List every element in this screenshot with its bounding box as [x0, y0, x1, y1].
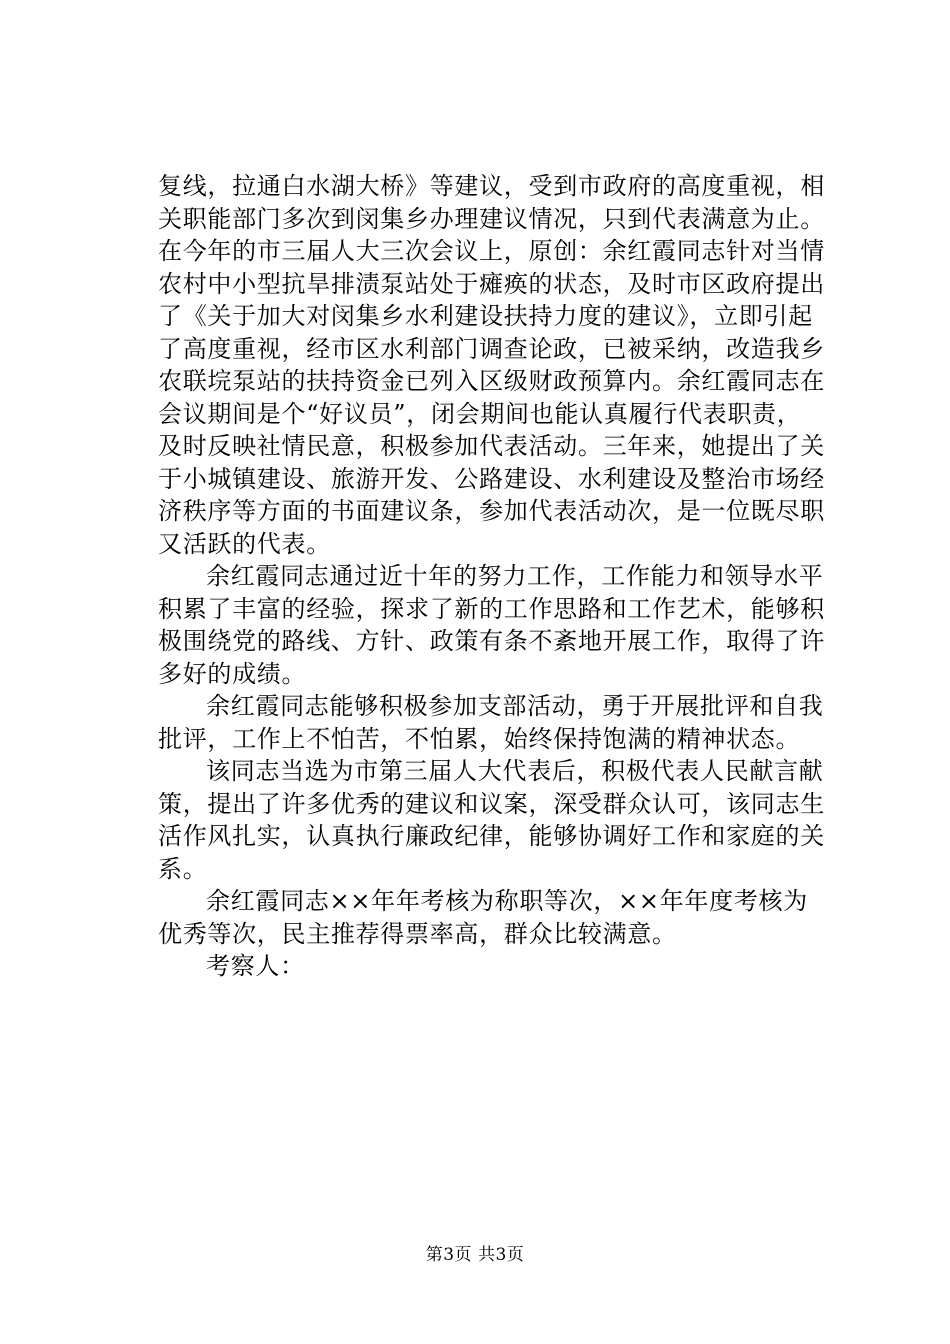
- signature-label: 考察人：: [206, 952, 305, 980]
- text-line: 又活跃的代表。: [158, 529, 331, 558]
- text-line: 优秀等次，民主推荐得票率高，群众比较满意。: [158, 919, 677, 948]
- paragraph-start-line: 余红霞同志××年年考核为称职等次，××年年度考核为: [206, 887, 808, 915]
- text-line: 农联垸泵站的扶持资金已列入区级财政预算内。余红霞同志在: [158, 367, 825, 395]
- page-number-footer: 第3页 共3页: [425, 1245, 525, 1265]
- text-line: 了高度重视，经市区水利部门调查论政，已被采纳，改造我乡: [158, 334, 825, 363]
- paragraph-start-line: 该同志当选为市第三届人大代表后，积极代表人民献言献: [206, 757, 824, 785]
- text-line: 会议期间是个“好议员”，闭会期间也能认真履行代表职责，: [158, 399, 802, 428]
- text-line: 极围绕党的路线、方针、政策有条不紊地开展工作，取得了许: [158, 627, 825, 655]
- text-line: 复线，拉通白水湖大桥》等建议，受到市政府的高度重视，相: [158, 172, 825, 200]
- text-line: 农村中小型抗旱排渍泵站处于瘫痪的状态，及时市区政府提出: [158, 269, 825, 298]
- paragraph-start-line: 余红霞同志通过近十年的努力工作，工作能力和领导水平: [206, 562, 824, 590]
- text-line: 批评，工作上不怕苦，不怕累，始终保持饱满的精神状态。: [158, 724, 801, 753]
- text-line: 济秩序等方面的书面建议条，参加代表活动次，是一位既尽职: [158, 497, 825, 525]
- text-line: 积累了丰富的经验，探求了新的工作思路和工作艺术，能够积: [158, 594, 825, 623]
- text-line: 及时反映社情民意，积极参加代表活动。三年来，她提出了关: [158, 432, 825, 460]
- text-line: 在今年的市三届人大三次会议上，原创：余红霞同志针对当情: [158, 237, 825, 265]
- paragraph-start-line: 余红霞同志能够积极参加支部活动，勇于开展批评和自我: [206, 692, 824, 720]
- text-line: 活作风扎实，认真执行廉政纪律，能够协调好工作和家庭的关: [158, 822, 825, 850]
- document-body: [158, 170, 830, 983]
- text-line: 了《关于加大对闵集乡水利建设扶持力度的建议》，立即引起: [158, 302, 813, 330]
- text-line: 于小城镇建设、旅游开发、公路建设、水利建设及整治市场经: [158, 464, 825, 493]
- text-line: 系。: [158, 854, 208, 883]
- text-line: 策，提出了许多优秀的建议和议案，深受群众认可，该同志生: [158, 789, 825, 818]
- text-line: 关职能部门多次到闵集乡办理建议情况，只到代表满意为止。: [158, 204, 825, 233]
- text-line: 多好的成绩。: [158, 659, 307, 688]
